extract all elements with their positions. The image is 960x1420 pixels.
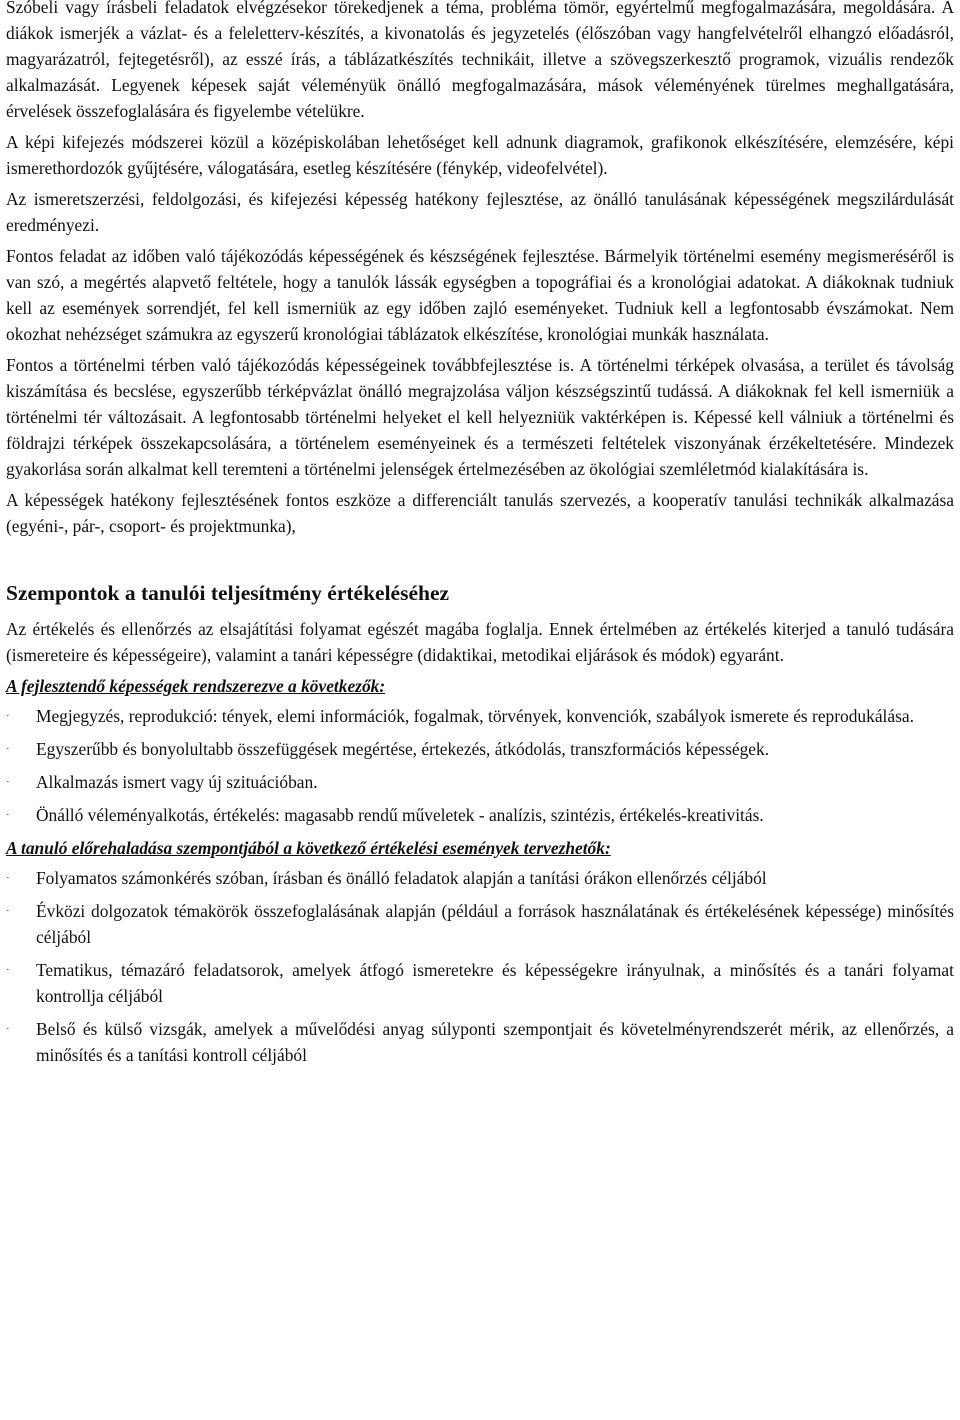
subsection-title: A tanuló előrehaladása szempontjából a következő értékelési események tervezhetők: [6, 838, 611, 858]
paragraph: Fontos a történelmi térben való tájékozódás képességeinek továbbfejlesztése is. A történelmi térképek olvasása, a terület és távolság kiszámítása és becslése, egyszerűbb térképvázlat önálló megrajzolása váljon készségszintű tudássá. A diákoknak fel kell ismerniük a történelmi tér változásait. A legfontosabb történelmi helyeket el kell helyezniük vaktérképen is. Képessé kell válniuk a történelmi és földrajzi térképek összekapcsolására, a történelem eseményeinek és a természeti feltételek viszonyának érzékeltetésére. Mindezek gyakorlása során alkalmat kell teremteni a történelmi jelenségek értelmezésében az ökológiai szemléletmód kialakítására is. [6, 355, 954, 479]
list-item: · Tematikus, témazáró feladatsorok, amelyek átfogó ismeretekre és képességekre irányulnak, a minősítés és a tanári folyamat kontrollja céljából [6, 957, 954, 1009]
list-item: · Folyamatos számonkérés szóban, írásban és önálló feladatok alapján a tanítási órákon ellenőrzés céljából [6, 865, 954, 891]
bullet-icon: · [6, 905, 10, 917]
bullet-icon: · [6, 1023, 10, 1035]
list-item: · Egyszerűbb és bonyolultabb összefüggések megértése, értekezés, átkódolás, transzformációs képességek. [6, 736, 954, 762]
list-item: · Belső és külső vizsgák, amelyek a művelődési anyag súlyponti szempontjait és követelményrendszerét mérik, az ellenőrzés, a minősítés és a tanítási kontroll céljából [6, 1016, 954, 1068]
bullet-list [6, 865, 954, 1068]
bullet-icon: · [6, 776, 10, 788]
bullet-list [6, 703, 954, 828]
intro-paragraph: Az értékelés és ellenőrzés az elsajátítási folyamat egészét magába foglalja. Ennek értelmében az értékelés kiterjed a tanuló tudására (ismereteire és képességeire), valamint a tanári képességre (didaktikai, metodikai eljárások és módok) egyaránt. [6, 619, 954, 665]
list-item: · Évközi dolgozatok témakörök összefoglalásának alapján (például a források használatának és értékelésének képessége) minősítés céljából [6, 898, 954, 950]
list-item: · Alkalmazás ismert vagy új szituációban. [6, 769, 954, 795]
paragraph: A képi kifejezés módszerei közül a középiskolában lehetőséget kell adnunk diagramok, grafikonok elkészítésére, elemzésére, képi ismerethordozók gyűjtésére, válogatására, esetleg készítésére (fénykép, videofelvétel). [6, 132, 954, 178]
bullet-icon: · [6, 743, 10, 755]
bullet-icon: · [6, 710, 10, 722]
bullet-icon: · [6, 809, 10, 821]
section-heading: Szempontok a tanulói teljesítmény értékeléséhez [6, 581, 450, 605]
list-item: · Megjegyzés, reprodukció: tények, elemi információk, fogalmak, törvények, konvenciók, szabályok ismerete és reprodukálása. [6, 703, 954, 729]
list-item: · Önálló véleményalkotás, értékelés: magasabb rendű műveletek - analízis, szintézis, értékelés-kreativitás. [6, 802, 954, 828]
subsection-title: A fejlesztendő képességek rendszerezve a következők: [6, 676, 386, 696]
bullet-icon: · [6, 964, 10, 976]
bullet-icon: · [6, 872, 10, 884]
paragraph: Az ismeretszerzési, feldolgozási, és kifejezési képesség hatékony fejlesztése, az önálló tanulásának képességének megszilárdulását eredményezi. [6, 189, 954, 235]
paragraph: Fontos feladat az időben való tájékozódás képességének és készségének fejlesztése. Bármelyik történelmi esemény megismeréséről is van szó, a megértés alapvető feltétele, hogy a tanulók lássák egységben a topográfiai és a kronológiai adatokat. A diákoknak tudniuk kell az események sorrendjét, fel kell ismerniük az egy időben zajló eseményeket. Tudniuk kell a legfontosabb évszámokat. Nem okozhat nehézséget számukra az egyszerű kronológiai táblázatok elkészítése, kronológiai munkák használata. [6, 246, 954, 344]
paragraph: A képességek hatékony fejlesztésének fontos eszköze a differenciált tanulás szervezés, a kooperatív tanulási technikák alkalmazása (egyéni-, pár-, csoport- és projektmunka), [6, 490, 954, 536]
paragraph: Szóbeli vagy írásbeli feladatok elvégzésekor törekedjenek a téma, probléma tömör, egyértelmű megfogalmazására, megoldására. A diákok ismerjék a vázlat- és a feleletterv-készítés, a kivonatolás és jegyzetelés (élőszóban vagy hangfelvételről elhangzó előadásról, magyarázatról, fejtegetésről), az esszé írás, a táblázatkészítés technikáit, illetve a szövegszerkesztő programok, vizuális rendezők alkalmazását. Legyenek képesek saját véleményük önálló megfogalmazására, mások véleményének türelmes meghallgatására, érvelések összefoglalására és figyelembe vételükre. [6, 0, 954, 121]
